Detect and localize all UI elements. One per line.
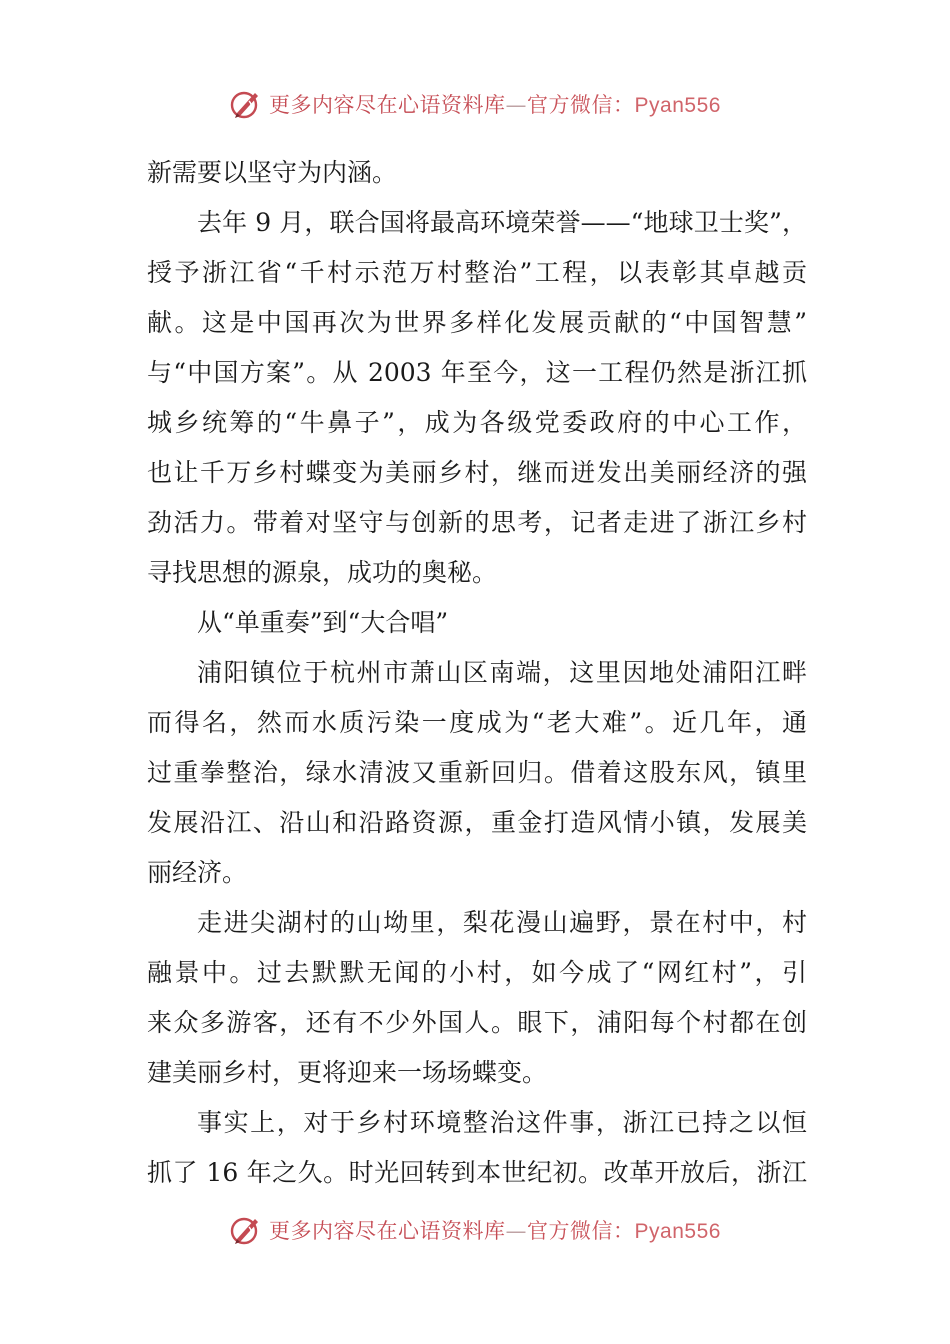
text-line: 事实上，对于乡村环境整治这件事，浙江已持之以恒 bbox=[197, 1108, 807, 1137]
text-line: 与“中国方案”。从 2003 年至今，这一工程仍然是浙江抓 bbox=[147, 358, 807, 387]
text-line: 来众多游客，还有不少外国人。眼下，浦阳每个村都在创 bbox=[147, 1008, 807, 1037]
watermark-brand: 更多内容尽在心语资料库 bbox=[269, 1219, 506, 1243]
text-line: 过重拳整治，绿水清波又重新回归。借着这股东风，镇里 bbox=[147, 758, 807, 787]
footer-watermark bbox=[0, 1210, 950, 1250]
section-heading: 从“单重奏”到“大合唱” bbox=[197, 608, 449, 637]
text-line: 发展沿江、沿山和沿路资源，重金打造风情小镇，发展美 bbox=[147, 808, 807, 837]
text-line: 而得名，然而水质污染一度成为“老大难”。近几年，通 bbox=[147, 708, 807, 737]
text-line: 新需要以坚守为内涵。 bbox=[147, 158, 398, 187]
header-watermark bbox=[0, 84, 950, 124]
watermark-label: 官方微信： bbox=[527, 1219, 635, 1243]
text-line: 融景中。过去默默无闻的小村，如今成了“网红村”，引 bbox=[147, 958, 807, 987]
article-body bbox=[147, 148, 807, 1198]
text-line: 丽经济。 bbox=[147, 858, 248, 887]
text-line: 建美丽乡村，更将迎来一场场蝶变。 bbox=[147, 1058, 548, 1087]
text-line: 献。这是中国再次为世界多样化发展贡献的“中国智慧” bbox=[147, 308, 807, 337]
watermark-wechat-id: Pyan556 bbox=[634, 1220, 721, 1243]
text-line: 走进尖湖村的山坳里，梨花漫山遍野，景在村中，村 bbox=[197, 908, 807, 937]
text-line: 寻找思想的源泉，成功的奥秘。 bbox=[147, 558, 498, 587]
text-line: 抓了 16 年之久。时光回转到本世纪初。改革开放后，浙江 bbox=[147, 1158, 807, 1187]
pen-logo-icon bbox=[229, 1213, 263, 1247]
watermark-text bbox=[269, 89, 721, 119]
watermark-label: 官方微信： bbox=[527, 93, 635, 117]
text-line: 授予浙江省“千村示范万村整治”工程，以表彰其卓越贡 bbox=[147, 258, 807, 287]
text-line: 浦阳镇位于杭州市萧山区南端，这里因地处浦阳江畔 bbox=[197, 658, 807, 687]
watermark-wechat-id: Pyan556 bbox=[634, 94, 721, 117]
watermark-separator: — bbox=[505, 1219, 528, 1243]
text-line: 去年 9 月，联合国将最高环境荣誉——“地球卫士奖”， bbox=[197, 208, 807, 237]
watermark-brand: 更多内容尽在心语资料库 bbox=[269, 93, 506, 117]
pen-logo-icon bbox=[229, 87, 263, 121]
watermark-separator: — bbox=[505, 93, 528, 117]
text-line: 劲活力。带着对坚守与创新的思考，记者走进了浙江乡村 bbox=[147, 508, 807, 537]
text-line: 也让千万乡村蝶变为美丽乡村，继而迸发出美丽经济的强 bbox=[147, 458, 807, 487]
text-line: 城乡统筹的“牛鼻子”，成为各级党委政府的中心工作， bbox=[147, 408, 807, 437]
watermark-text bbox=[269, 1215, 721, 1245]
